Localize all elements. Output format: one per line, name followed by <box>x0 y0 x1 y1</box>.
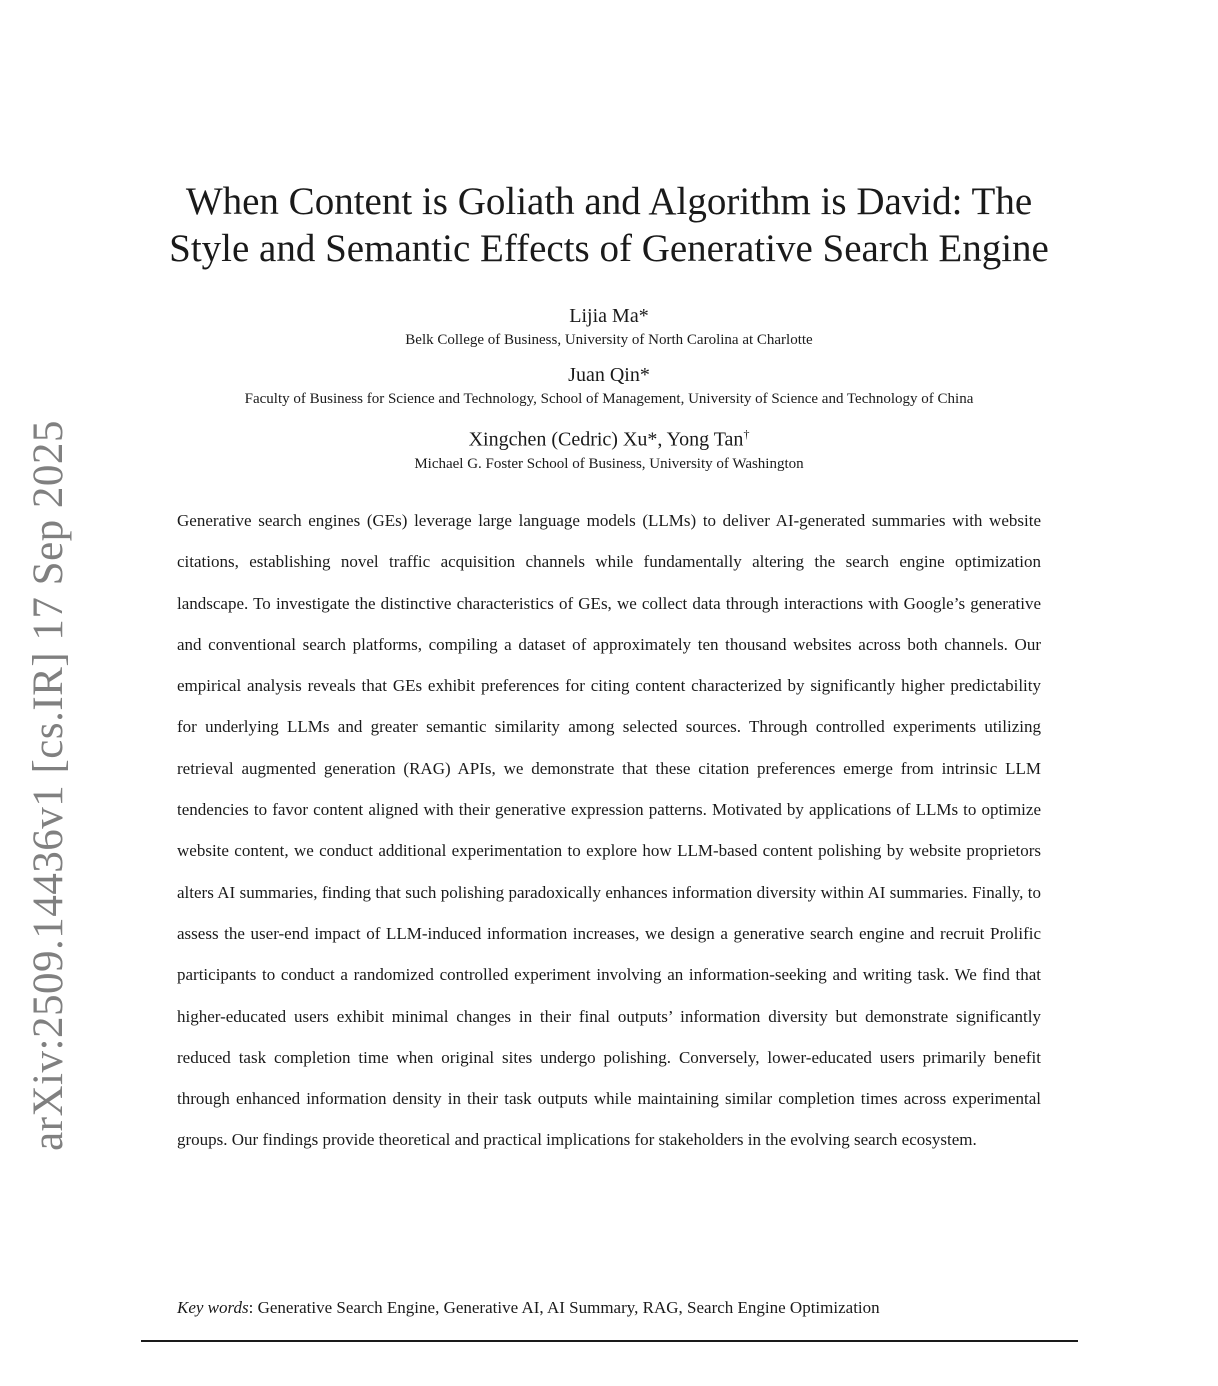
author-name: Xingchen (Cedric) Xu*, Yong Tan <box>468 428 744 451</box>
title-line-2: Style and Semantic Effects of Generative Search Engine <box>169 227 1049 270</box>
arxiv-identifier-stamp <box>24 419 72 1151</box>
keywords-list: : Generative Search Engine, Generative AI, AI Summary, RAG, Search Engine Optimization <box>248 1298 880 1317</box>
author-name-line <box>120 421 1098 453</box>
keywords-label: Key words <box>177 1298 249 1317</box>
paper-title <box>120 178 1098 272</box>
keywords-line <box>177 1296 1057 1320</box>
title-line-1: When Content is Goliath and Algorithm is David: The <box>185 180 1033 223</box>
author-name: Juan Qin* <box>568 364 650 386</box>
author-name: Lijia Ma* <box>569 305 649 327</box>
author-block-1 <box>120 303 1098 350</box>
author-affiliation: Michael G. Foster School of Business, University of Washington <box>414 455 804 472</box>
author-block-2 <box>120 362 1098 409</box>
author-block-3 <box>120 421 1098 474</box>
arxiv-identifier-text: arXiv:2509.14436v1 [cs.IR] 17 Sep 2025 <box>24 419 72 1151</box>
abstract-text: Generative search engines (GEs) leverage large language models (LLMs) to deliver AI-generated summaries with website citations, establishing novel traffic acquisition channels while fundamentally altering the search engine optimization landscape. To investigate the distinctive characteristics of GEs, we collect data through interactions with Google’s generative and conventional search platforms, compiling a dataset of approximately ten thousand websites across both channels. Our empirical analysis reveals that GEs exhibit preferences for citing content characterized by significantly higher predictability for underlying LLMs and greater semantic similarity among selected sources. Through controlled experiments utilizing retrieval augmented generation (RAG) APIs, we demonstrate that these citation preferences emerge from intrinsic LLM tendencies to favor content aligned with their generative expression patterns. Motivated by applications of LLMs to optimize website content, we conduct additional experimentation to explore how LLM-based content polishing by website proprietors alters AI summaries, finding that such polishing paradoxically enhances information diversity within AI summaries. Finally, to assess the user-end impact of LLM-induced information increases, we design a generative search engine and recruit Prolific participants to conduct a randomized controlled experiment involving an information-seeking and writing task. We find that higher-educated users exhibit minimal changes in their final outputs’ information diversity but demonstrate significantly reduced task completion time when original sites undergo polishing. Conversely, lower-educated users primarily benefit through enhanced information density in their task outputs while maintaining similar completion times across experimental groups. Our findings provide theoretical and practical implications for stakeholders in the evolving search ecosystem. <box>177 511 1041 1150</box>
author-affiliation: Belk College of Business, University of North Carolina at Charlotte <box>405 332 813 348</box>
footnote-rule <box>141 1340 1078 1342</box>
dagger-footnote-mark: † <box>743 427 750 441</box>
author-affiliation: Faculty of Business for Science and Technology, School of Management, University of Science and Technology of China <box>244 391 974 407</box>
